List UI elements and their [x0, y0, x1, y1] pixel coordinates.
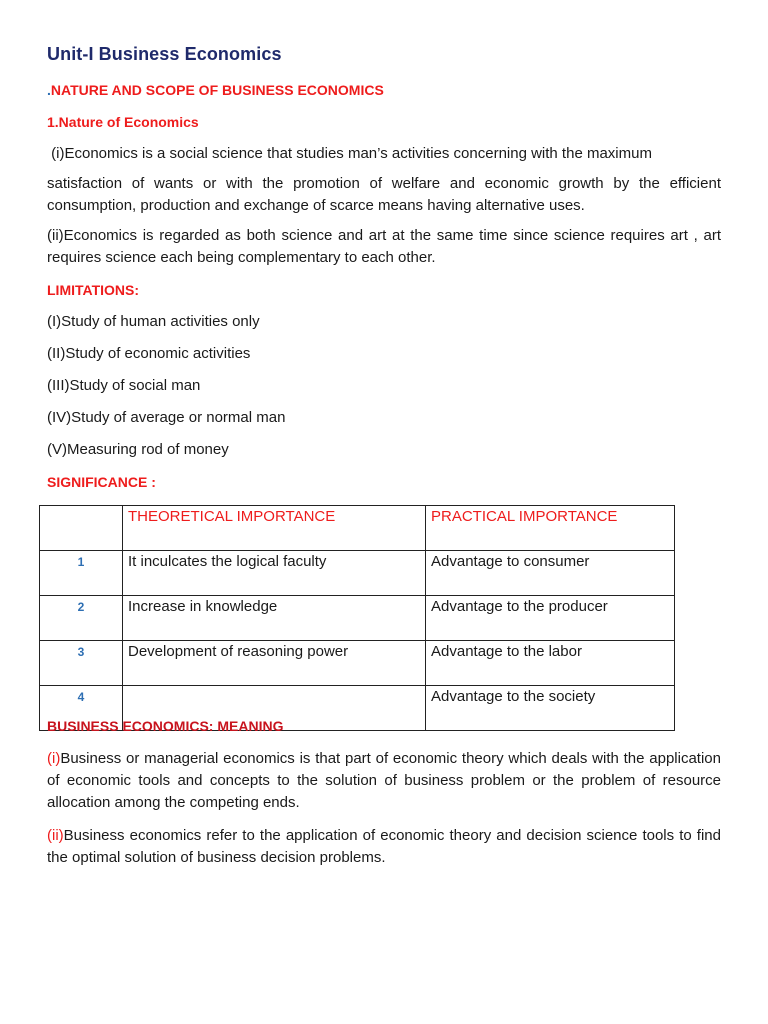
- theoretical-cell: Development of reasoning power: [123, 641, 426, 686]
- practical-cell: Advantage to the society: [426, 686, 675, 731]
- table-row: [40, 596, 675, 641]
- theoretical-cell: Increase in knowledge: [123, 596, 426, 641]
- limitation-item: (I)Study of human activities only: [47, 313, 260, 330]
- theoretical-cell: It inculcates the logical faculty: [123, 551, 426, 596]
- nature-paragraph-2: (ii)Economics is regarded as both science and art at the same time since science requires art , art requires science each being complementary to each other.: [47, 227, 721, 266]
- row-number: 3: [40, 641, 123, 686]
- limitation-item: (V)Measuring rod of money: [47, 441, 229, 458]
- practical-cell: Advantage to the labor: [426, 641, 675, 686]
- paragraph-text: Business or managerial economics is that part of economic theory which deals with the application of economic tools and concepts to the solution of business problem or the problem of resource allocation among the competing ends.: [47, 750, 721, 811]
- document-title: Unit-I Business Economics: [47, 44, 282, 64]
- significance-table: [39, 505, 675, 731]
- meaning-heading: BUSINESS ECONOMICS: MEANING: [47, 718, 284, 734]
- paragraph-marker: (ii): [47, 827, 64, 844]
- heading-prefix: .: [47, 82, 51, 98]
- nature-paragraph-1-line-1: (i)Economics is a social science that studies man’s activities concerning with the maximum: [47, 145, 652, 162]
- heading-text: NATURE AND SCOPE OF BUSINESS ECONOMICS: [50, 82, 384, 98]
- limitation-item: (III)Study of social man: [47, 377, 201, 394]
- nature-paragraph-1: satisfaction of wants or with the promotion of welfare and economic growth by the efficient consumption, production and exchange of scarce means having alternative uses.: [47, 175, 721, 214]
- section-heading: [47, 82, 384, 98]
- row-number: 4: [40, 686, 123, 731]
- meaning-paragraph-1: [47, 748, 721, 814]
- header-cell-blank: [40, 506, 123, 551]
- table-row: [40, 641, 675, 686]
- practical-cell: Advantage to the producer: [426, 596, 675, 641]
- subheading-nature: 1.Nature of Economics: [47, 114, 199, 130]
- header-theoretical: THEORETICAL IMPORTANCE: [123, 506, 426, 551]
- table-header-row: [40, 506, 675, 551]
- practical-cell: Advantage to consumer: [426, 551, 675, 596]
- limitation-item: (II)Study of economic activities: [47, 345, 251, 362]
- limitations-heading: LIMITATIONS:: [47, 282, 140, 298]
- row-number: 1: [40, 551, 123, 596]
- header-practical: PRACTICAL IMPORTANCE: [426, 506, 675, 551]
- table-row: [40, 551, 675, 596]
- paragraph-marker: (i): [47, 750, 61, 767]
- row-number: 2: [40, 596, 123, 641]
- significance-heading: SIGNIFICANCE :: [47, 474, 156, 490]
- meaning-paragraph-2: [47, 825, 721, 869]
- paragraph-text: Business economics refer to the application of economic theory and decision science tools to find the optimal solution of business decision problems.: [47, 827, 721, 866]
- limitation-item: (IV)Study of average or normal man: [47, 409, 286, 426]
